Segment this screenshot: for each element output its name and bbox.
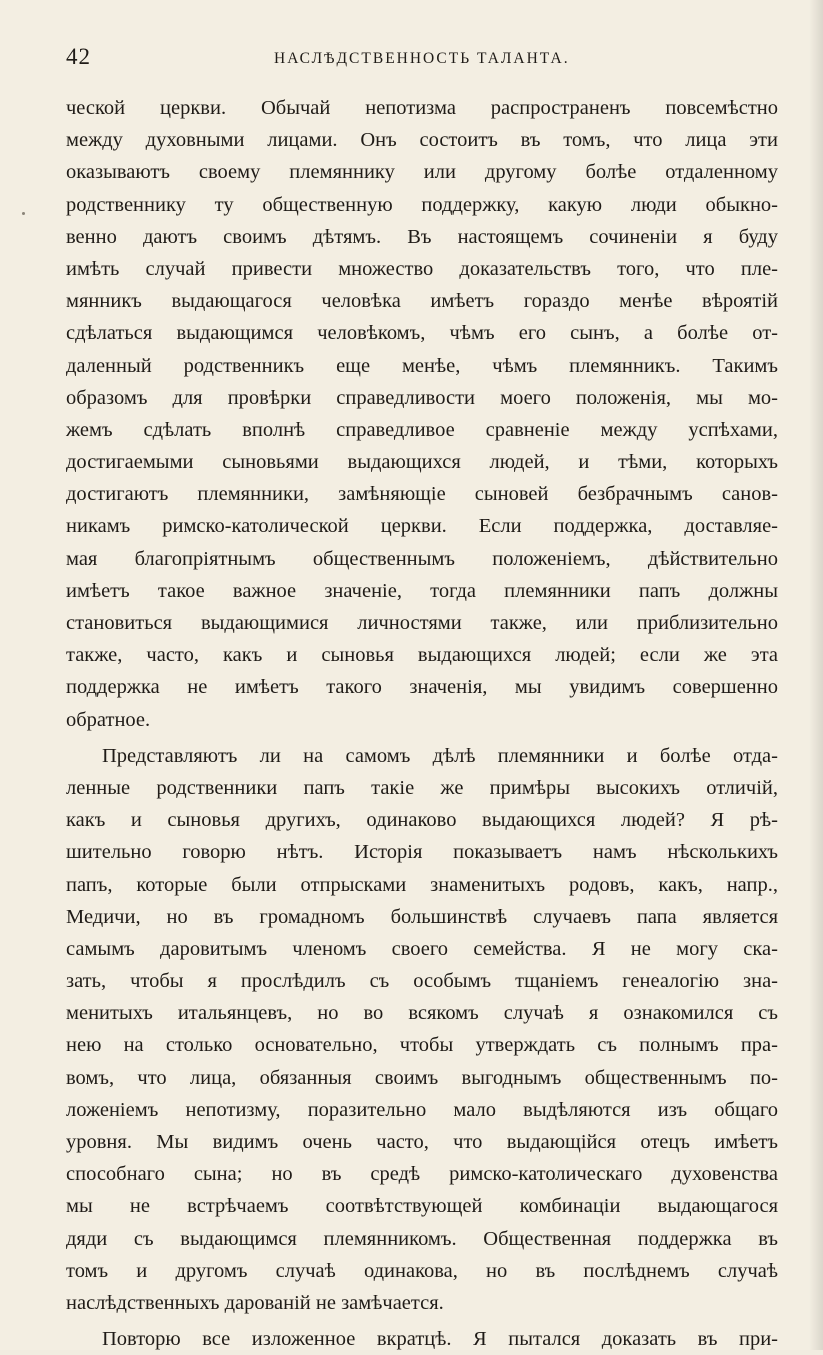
text-line: самымъ даровитымъ членомъ своего семейства. Я не могу ска- <box>66 937 778 960</box>
text-line: менитыхъ итальянцевъ, но во всякомъ случаѣ я ознакомился съ <box>66 1002 778 1025</box>
text-line: Повторю все изложенное вкратцѣ. Я пытался доказать въ при- <box>102 1328 778 1351</box>
text-line: Представляютъ ли на самомъ дѣлѣ племянники и болѣе отда- <box>102 744 778 767</box>
text-line: Медичи, но въ громадномъ большинствѣ случаевъ папа является <box>66 905 778 928</box>
body-text <box>66 92 778 1355</box>
text-line: родственнику ту общественную поддержку, какую люди обыкно- <box>66 193 778 216</box>
text-line: папъ, которые были отпрысками знаменитыхъ родовъ, какъ, напр., <box>66 873 778 896</box>
text-line: имѣетъ такое важное значеніе, тогда племянники папъ должны <box>66 579 778 602</box>
text-line: нею на столько основательно, чтобы утверждать съ полнымъ пра- <box>66 1034 778 1057</box>
text-line: обратное. <box>66 708 151 731</box>
page-number: 42 <box>66 44 91 69</box>
text-line: какъ и сыновья другихъ, одинаково выдающихся людей? Я рѣ- <box>66 809 778 832</box>
page-header <box>66 44 766 78</box>
text-line: мая благопріятнымъ общественнымъ положеніемъ, дѣйствительно <box>66 547 778 570</box>
text-line: томъ и другомъ случаѣ одинакова, но въ послѣднемъ случаѣ <box>66 1259 778 1282</box>
page-edge-shadow <box>809 0 823 1350</box>
running-title: НАСЛѢДСТВЕННОСТЬ ТАЛАНТА. <box>274 50 570 67</box>
text-line: достигаемыми сыновьями выдающихся людей, и тѣми, которыхъ <box>66 451 778 474</box>
text-line: мы не встрѣчаемъ соотвѣтствующей комбинаціи выдающагося <box>66 1195 778 1218</box>
text-line: ложеніемъ непотизму, поразительно мало выдѣляются изъ общаго <box>66 1098 778 1121</box>
text-line: способнаго сына; но въ средѣ римско-католическаго духовенства <box>66 1163 778 1186</box>
text-line: имѣть случай привести множество доказательствъ того, что пле- <box>66 257 778 280</box>
text-line: никамъ римско-католической церкви. Если поддержка, доставляе- <box>66 515 778 538</box>
text-line: также, часто, какъ и сыновья выдающихся людей; если же эта <box>66 644 778 667</box>
paper-speck <box>22 212 25 215</box>
text-line: шительно говорю нѣтъ. Исторія показываетъ намъ нѣсколькихъ <box>66 841 778 864</box>
text-line: сдѣлаться выдающимся человѣкомъ, чѣмъ его сынъ, а болѣе от- <box>66 322 778 345</box>
text-line: вомъ, что лица, обязанныя своимъ выгоднымъ общественнымъ по- <box>66 1066 778 1089</box>
text-line: между духовными лицами. Онъ состоитъ въ томъ, что лица эти <box>66 129 778 152</box>
text-line: ческой церкви. Обычай непотизма распространенъ повсемѣстно <box>66 97 778 119</box>
paragraph <box>66 1323 778 1355</box>
text-line: уровня. Мы видимъ очень часто, что выдающійся отецъ имѣетъ <box>66 1131 778 1153</box>
text-line: зать, чтобы я прослѣдилъ съ особымъ тщаніемъ генеалогію зна- <box>66 970 778 993</box>
text-line: становиться выдающимися личностями также, или приблизительно <box>66 612 778 634</box>
text-line: наслѣдственныхъ дарованій не замѣчается. <box>66 1291 444 1314</box>
paragraph <box>66 740 778 1319</box>
text-line: образомъ для провѣрки справедливости моего положенія, мы мо- <box>66 386 778 409</box>
text-line: поддержка не имѣетъ такого значенія, мы увидимъ совершенно <box>66 676 778 699</box>
text-line: дяди съ выдающимся племянникомъ. Общественная поддержка въ <box>66 1227 778 1250</box>
text-line: достигаютъ племянники, замѣняющіе сыновей безбрачнымъ санов- <box>66 483 778 506</box>
paragraph <box>66 92 778 736</box>
text-line: оказываютъ своему племяннику или другому болѣе отдаленному <box>66 161 778 184</box>
text-line: ленные родственники папъ такіе же примѣры высокихъ отличій, <box>66 776 778 799</box>
text-line: мянникъ выдающагося человѣка имѣетъ гораздо менѣе вѣроятій <box>66 290 778 313</box>
text-line: венно даютъ своимъ дѣтямъ. Въ настоящемъ сочиненіи я буду <box>66 225 778 248</box>
text-line: жемъ сдѣлать вполнѣ справедливое сравненіе между успѣхами, <box>66 418 778 441</box>
text-line: даленный родственникъ еще менѣе, чѣмъ племянникъ. Такимъ <box>66 354 778 377</box>
